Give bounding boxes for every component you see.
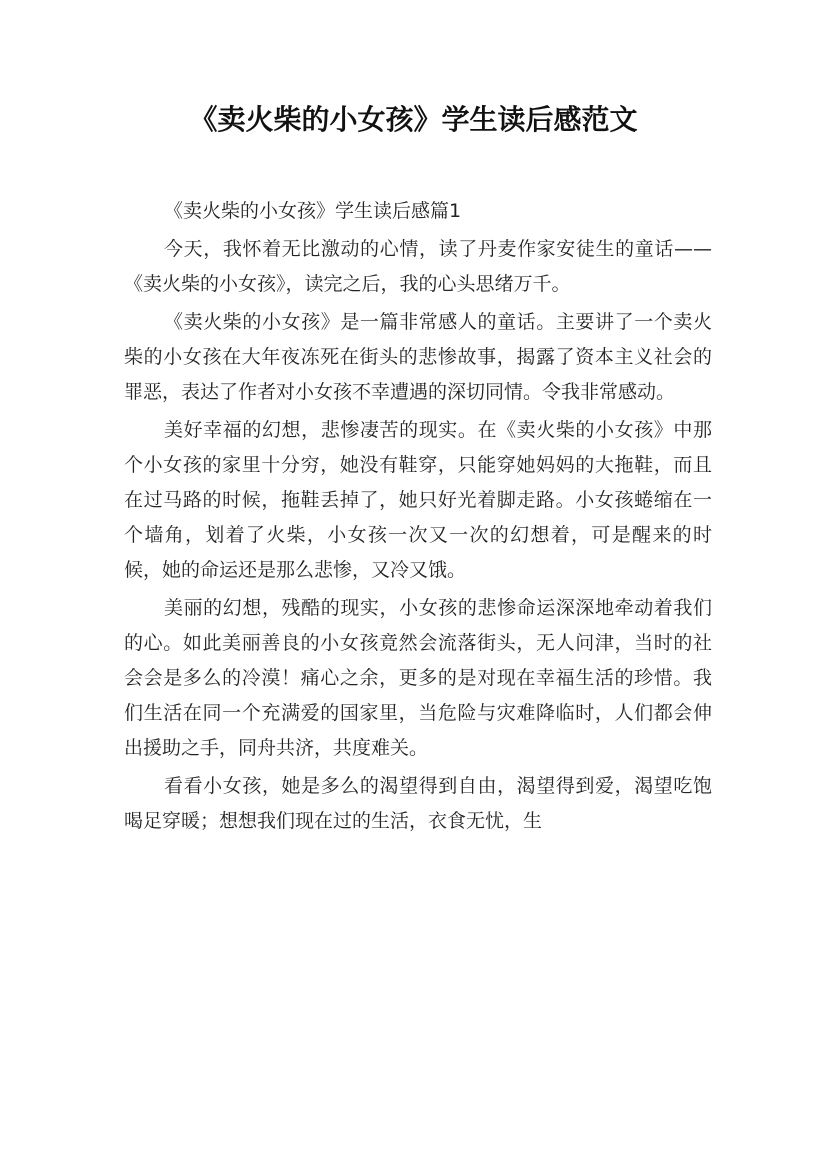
page-title: 《卖火柴的小女孩》学生读后感范文 [189,103,638,136]
document-body [124,194,712,842]
paragraph: 美丽的幻想，残酷的现实，小女孩的悲惨命运深深地牵动着我们的心。如此美丽善良的小女孩竟然会流落街头，无人问津，当时的社会会是多么的冷漠！痛心之余，更多的是对现在幸福生活的珍惜。我们生活在同一个充满爱的国家里，当危险与灾难降临时，人们都会伸出援助之手，同舟共济，共度难关。 [124,597,712,759]
paragraph: 美好幸福的幻想，悲惨凄苦的现实。在《卖火柴的小女孩》中那个小女孩的家里十分穷，她没有鞋穿，只能穿她妈妈的大拖鞋，而且在过马路的时候，拖鞋丢掉了，她只好光着脚走路。小女孩蜷缩在一个墙角，划着了火柴，小女孩一次又一次的幻想着，可是醒来的时候，她的命运还是那么悲惨，又冷又饿。 [124,419,712,581]
paragraph: 《卖火柴的小女孩》是一篇非常感人的童话。主要讲了一个卖火柴的小女孩在大年夜冻死在街头的悲惨故事，揭露了资本主义社会的罪恶，表达了作者对小女孩不幸遭遇的深切同情。令我非常感动。 [124,311,712,403]
paragraph: 今天，我怀着无比激动的心情，读了丹麦作家安徒生的童话——《卖火柴的小女孩》，读完之后，我的心头思绪万千。 [124,238,712,295]
paragraph: 看看小女孩，她是多么的渴望得到自由，渴望得到爱，渴望吃饱喝足穿暖；想想我们现在过的生活，衣食无忧，生 [124,775,712,832]
section-heading: 《卖火柴的小女孩》学生读后感篇1 [164,200,462,222]
